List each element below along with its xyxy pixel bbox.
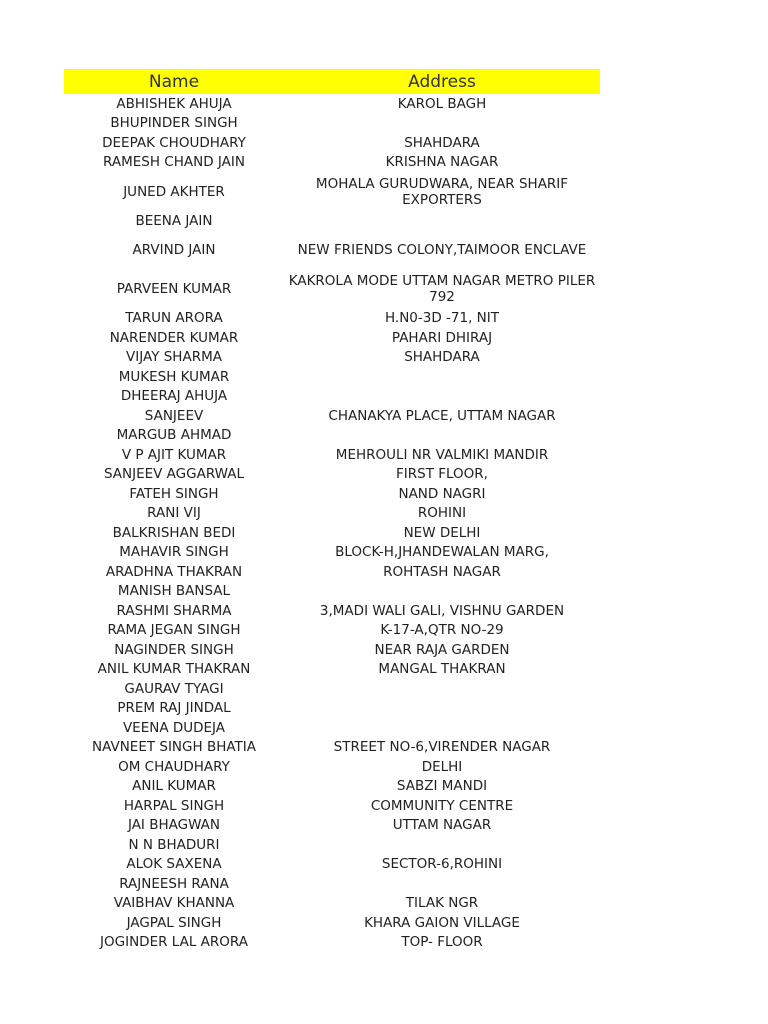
table-row	[64, 738, 600, 758]
table-row	[64, 874, 600, 894]
address-cell: ROHINI	[417, 505, 467, 522]
name-cell: MAHAVIR SINGH	[119, 544, 229, 561]
address-cell: MEHROULI NR VALMIKI MANDIR	[335, 446, 549, 463]
address-cell: ROHTASH NAGAR	[383, 563, 501, 580]
address-cell: KAROL BAGH	[397, 95, 487, 112]
name-cell: ARVIND JAIN	[132, 242, 216, 258]
name-cell: RAMESH CHAND JAIN	[103, 154, 245, 171]
name-cell: JUNED AKHTER	[123, 183, 225, 200]
name-cell: NAGINDER SINGH	[114, 641, 234, 658]
table-row	[64, 114, 600, 134]
table-row	[64, 855, 600, 875]
address-cell: H.N0-3D -71, NIT	[385, 310, 499, 327]
name-cell: MARGUB AHMAD	[116, 427, 232, 444]
name-cell: GAURAV TYAGI	[124, 680, 224, 697]
table-row	[64, 504, 600, 524]
address-cell: K-17-A,QTR NO-29	[380, 622, 504, 639]
name-cell: RAMA JEGAN SINGH	[107, 622, 241, 639]
address-cell: SABZI MANDI	[396, 778, 488, 795]
table-row	[64, 406, 600, 426]
table-row	[64, 270, 600, 309]
address-column-header: Address	[408, 71, 476, 92]
name-cell: VAIBHAV KHANNA	[113, 895, 235, 912]
address-cell: UTTAM NAGAR	[392, 817, 492, 834]
address-cell: MANGAL THAKRAN	[378, 661, 506, 678]
header-row	[64, 69, 600, 94]
address-cell: NEAR RAJA GARDEN	[374, 641, 510, 658]
name-cell: JAGPAL SINGH	[126, 914, 222, 931]
name-cell: SANJEEV	[144, 407, 204, 424]
address-cell: PAHARI DHIRAJ	[391, 329, 493, 346]
table-row	[64, 894, 600, 914]
address-cell: KAKROLA MODE UTTAM NAGAR METRO PILER 792	[288, 273, 596, 305]
address-cell: MOHALA GURUDWARA, NEAR SHARIF EXPORTERS	[315, 175, 569, 208]
name-cell: ALOK SAXENA	[126, 856, 222, 873]
name-cell: ABHISHEK AHUJA	[116, 95, 232, 112]
table-row	[64, 543, 600, 563]
name-cell: JAI BHAGWAN	[127, 817, 221, 834]
address-cell: SHAHDARA	[404, 134, 480, 151]
table-row	[64, 796, 600, 816]
address-cell: 3,MADI WALI GALI, VISHNU GARDEN	[319, 602, 565, 619]
table-row	[64, 913, 600, 933]
name-cell: RANI VIJ	[147, 505, 201, 522]
address-cell: NAND NAGRI	[398, 485, 486, 502]
address-cell: SHAHDARA	[404, 349, 480, 366]
name-cell: VIJAY SHARMA	[126, 349, 222, 366]
table-row	[64, 367, 600, 387]
table-row	[64, 835, 600, 855]
table-row	[64, 328, 600, 348]
address-cell: COMMUNITY CENTRE	[370, 797, 514, 814]
name-cell: NAVNEET SINGH BHATIA	[91, 739, 257, 756]
name-cell: ARADHNA THAKRAN	[105, 563, 243, 580]
address-cell: KRISHNA NAGAR	[385, 154, 499, 171]
table-row	[64, 133, 600, 153]
name-cell: PREM RAJ JINDAL	[117, 700, 231, 717]
name-cell: JOGINDER LAL ARORA	[100, 934, 248, 951]
table-row	[64, 231, 600, 270]
address-cell: TILAK NGR	[405, 895, 479, 912]
address-cell: KHARA GAION VILLAGE	[364, 914, 520, 931]
name-cell: ANIL KUMAR	[132, 778, 216, 795]
table-row	[64, 582, 600, 602]
table-row	[64, 211, 600, 231]
table-row	[64, 153, 600, 173]
name-cell: V P AJIT KUMAR	[121, 446, 227, 463]
name-cell: BALKRISHAN BEDI	[112, 524, 236, 541]
address-cell: DELHI	[421, 758, 463, 775]
table-row	[64, 777, 600, 797]
table-row	[64, 679, 600, 699]
table-row	[64, 621, 600, 641]
name-cell: TARUN ARORA	[125, 310, 223, 327]
name-cell: BHUPINDER SINGH	[110, 115, 238, 132]
name-cell: NARENDER KUMAR	[109, 329, 239, 346]
name-cell: ANIL KUMAR THAKRAN	[97, 661, 251, 678]
address-cell: CHANAKYA PLACE, UTTAM NAGAR	[328, 407, 556, 424]
address-cell: SECTOR-6,ROHINI	[381, 856, 503, 873]
table-row	[64, 465, 600, 485]
table-row	[64, 484, 600, 504]
table-row	[64, 816, 600, 836]
spreadsheet-table	[64, 69, 600, 952]
table-row	[64, 757, 600, 777]
table-row	[64, 172, 600, 211]
name-cell: FATEH SINGH	[129, 485, 219, 502]
name-cell: PARVEEN KUMAR	[116, 281, 232, 297]
name-cell: RAJNEESH RANA	[119, 875, 229, 892]
table-row	[64, 562, 600, 582]
address-cell: NEW FRIENDS COLONY,TAIMOOR ENCLAVE	[297, 242, 587, 258]
table-row	[64, 718, 600, 738]
table-row	[64, 348, 600, 368]
name-cell: N N BHADURI	[128, 836, 220, 853]
table-row	[64, 523, 600, 543]
table-row	[64, 601, 600, 621]
name-cell: OM CHAUDHARY	[118, 758, 230, 775]
table-row	[64, 445, 600, 465]
name-cell: MUKESH KUMAR	[118, 368, 230, 385]
name-cell: SANJEEV AGGARWAL	[103, 466, 245, 483]
address-cell: STREET NO-6,VIRENDER NAGAR	[333, 739, 551, 756]
name-cell: HARPAL SINGH	[123, 797, 225, 814]
name-cell: DEEPAK CHOUDHARY	[102, 134, 246, 151]
name-cell: MANISH BANSAL	[117, 583, 231, 600]
table-row	[64, 94, 600, 114]
address-cell: FIRST FLOOR,	[396, 466, 488, 483]
name-column-header: Name	[148, 71, 200, 92]
table-row	[64, 933, 600, 953]
name-cell: RASHMI SHARMA	[116, 602, 232, 619]
address-cell: TOP- FLOOR	[401, 934, 483, 951]
table-row	[64, 640, 600, 660]
table-row	[64, 699, 600, 719]
address-cell: NEW DELHI	[403, 524, 481, 541]
table-row	[64, 387, 600, 407]
table-row	[64, 309, 600, 329]
table-row	[64, 426, 600, 446]
address-cell: BLOCK-H,JHANDEWALAN MARG,	[335, 544, 549, 561]
name-cell: VEENA DUDEJA	[122, 719, 226, 736]
name-cell: DHEERAJ AHUJA	[120, 388, 228, 405]
table-row	[64, 660, 600, 680]
name-cell: BEENA JAIN	[135, 212, 213, 229]
